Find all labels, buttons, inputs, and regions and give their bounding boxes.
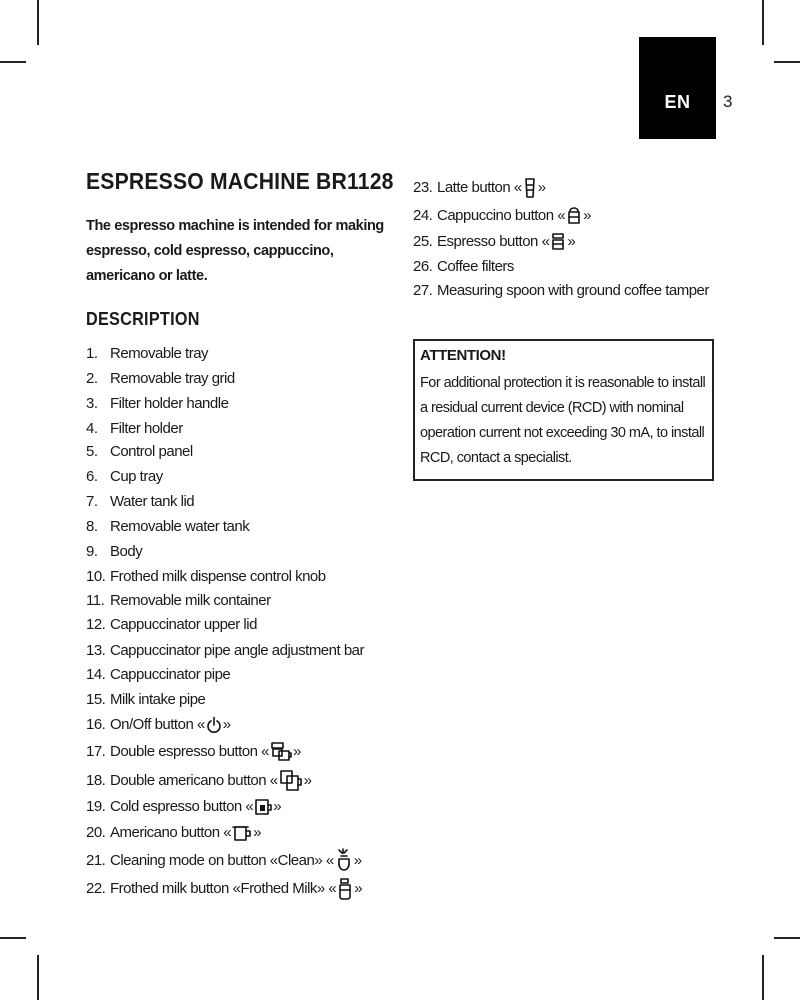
list-item-number: 7. [86, 493, 98, 510]
attention-title: ATTENTION! [420, 347, 506, 364]
attention-box [413, 339, 714, 481]
list-item-number: 8. [86, 518, 98, 535]
list-item-label: Removable tray [110, 345, 209, 362]
double-americano-icon [278, 769, 304, 793]
list-item-label: Americano button « [110, 824, 232, 841]
crop-mark [37, 0, 39, 45]
crop-mark [774, 937, 800, 939]
list-item-number: 12. [86, 616, 106, 633]
double-espresso-icon [269, 741, 293, 763]
list-item-label: Filter holder handle [110, 395, 229, 412]
frothed-milk-icon [336, 877, 354, 901]
list-item-number: 13. [86, 642, 106, 659]
list-item-number: 17. [86, 743, 106, 760]
list-item-label: Cup tray [110, 468, 163, 485]
list-item-suffix: » [303, 772, 312, 789]
list-item-label: Cappuccinator pipe angle adjustment bar [110, 642, 365, 659]
list-item-number: 9. [86, 543, 98, 560]
list-item [86, 614, 257, 636]
list-item-number: 1. [86, 345, 98, 362]
list-item-label: Control panel [110, 443, 193, 460]
list-item-label: On/Off button « [110, 716, 205, 733]
list-item [86, 368, 235, 390]
list-item [86, 878, 362, 900]
cleaning-icon [334, 848, 354, 874]
list-item-suffix: » [537, 179, 546, 196]
list-item-label: Cleaning mode on button «Clean» « [110, 852, 334, 869]
list-item-suffix: » [567, 233, 576, 250]
list-item-label: Cappuccino button « [437, 207, 566, 224]
list-item-number: 26. [413, 258, 433, 275]
list-item-number: 10. [86, 568, 106, 585]
list-item-suffix: » [354, 880, 363, 897]
list-item-label: Cold espresso button « [110, 798, 254, 815]
list-item-label: Removable water tank [110, 518, 250, 535]
list-item-label: Coffee filters [437, 258, 514, 275]
list-item-label: Cappuccinator pipe [110, 666, 231, 683]
list-item-label: Double espresso button « [110, 743, 269, 760]
list-item-number: 19. [86, 798, 106, 815]
list-item [86, 441, 193, 463]
list-item-number: 6. [86, 468, 98, 485]
cappuccino-icon [565, 205, 583, 227]
list-item [86, 566, 326, 588]
list-item-number: 24. [413, 207, 433, 224]
list-item-label: Removable tray grid [110, 370, 235, 387]
list-item [413, 231, 575, 253]
list-item-label: Latte button « [437, 179, 522, 196]
list-item-suffix: » [253, 824, 261, 841]
crop-mark [37, 955, 39, 1000]
list-item-label: Removable milk container [110, 592, 271, 609]
list-item-label: Frothed milk button «Frothed Milk» « [110, 880, 337, 897]
list-item-label: Filter holder [110, 420, 183, 437]
list-item-number: 22. [86, 880, 106, 897]
list-item [413, 205, 591, 227]
crop-mark [762, 955, 764, 1000]
list-item [86, 491, 194, 513]
latte-icon [522, 177, 538, 199]
list-item-number: 20. [86, 824, 106, 841]
list-item-number: 21. [86, 852, 106, 869]
list-item-number: 11. [86, 592, 105, 609]
list-item-label: Body [110, 543, 143, 560]
list-item-number: 3. [86, 395, 98, 412]
americano-icon [231, 822, 253, 844]
list-item-number: 14. [86, 666, 106, 683]
power-icon [205, 714, 223, 736]
list-item [86, 418, 183, 440]
language-badge: EN [639, 37, 716, 139]
list-item-number: 25. [413, 233, 433, 250]
list-item-label: Milk intake pipe [110, 691, 206, 708]
page-title: ESPRESSO MACHINE BR1128 [86, 168, 394, 194]
crop-mark [762, 0, 764, 45]
list-item-label: Espresso button « [437, 233, 550, 250]
list-item [86, 466, 163, 488]
list-item [86, 770, 311, 792]
list-item-number: 5. [86, 443, 98, 460]
cold-espresso-icon [253, 796, 273, 818]
list-item [413, 177, 546, 199]
list-item-number: 27. [413, 282, 433, 299]
list-item [86, 343, 208, 365]
page-number: 3 [723, 92, 733, 111]
list-item-label: Double americano button « [110, 772, 278, 789]
list-item [86, 850, 362, 872]
attention-text: For additional protection it is reasonable to install a residual current device (RCD) with nominal operation current not exceeding 30 mA, to install RCD, contact a specialist. [420, 375, 706, 466]
list-item-number: 15. [86, 691, 106, 708]
list-item [86, 393, 228, 415]
list-item-label: Water tank lid [110, 493, 195, 510]
list-item [86, 741, 301, 763]
list-item [86, 689, 205, 711]
list-item-suffix: » [273, 798, 282, 815]
list-item [86, 590, 271, 612]
list-item [86, 640, 364, 662]
list-item-label: Measuring spoon with ground coffee tamper [437, 282, 709, 299]
list-item-suffix: » [222, 716, 231, 733]
list-item [86, 822, 261, 844]
crop-mark [0, 937, 26, 939]
list-item-suffix: » [292, 743, 301, 760]
intro-paragraph: The espresso machine is intended for making espresso, cold espresso, cappuccino, americano or latte. [86, 218, 384, 284]
list-item [86, 516, 249, 538]
list-item [86, 714, 231, 736]
list-item-number: 23. [413, 179, 433, 196]
description-heading: DESCRIPTION [86, 309, 200, 329]
list-item [413, 256, 514, 278]
crop-mark [774, 61, 800, 63]
list-item [86, 541, 142, 563]
list-item [86, 796, 281, 818]
list-item [86, 664, 230, 686]
list-item-label: Frothed milk dispense control knob [110, 568, 326, 585]
list-item-number: 16. [86, 716, 106, 733]
list-item-number: 18. [86, 772, 106, 789]
list-item-suffix: » [353, 852, 362, 869]
list-item-number: 4. [86, 420, 98, 437]
espresso-icon [549, 231, 567, 253]
list-item-label: Cappuccinator upper lid [110, 616, 257, 633]
list-item-number: 2. [86, 370, 98, 387]
crop-mark [0, 61, 26, 63]
list-item [413, 280, 709, 302]
list-item-suffix: » [583, 207, 591, 224]
